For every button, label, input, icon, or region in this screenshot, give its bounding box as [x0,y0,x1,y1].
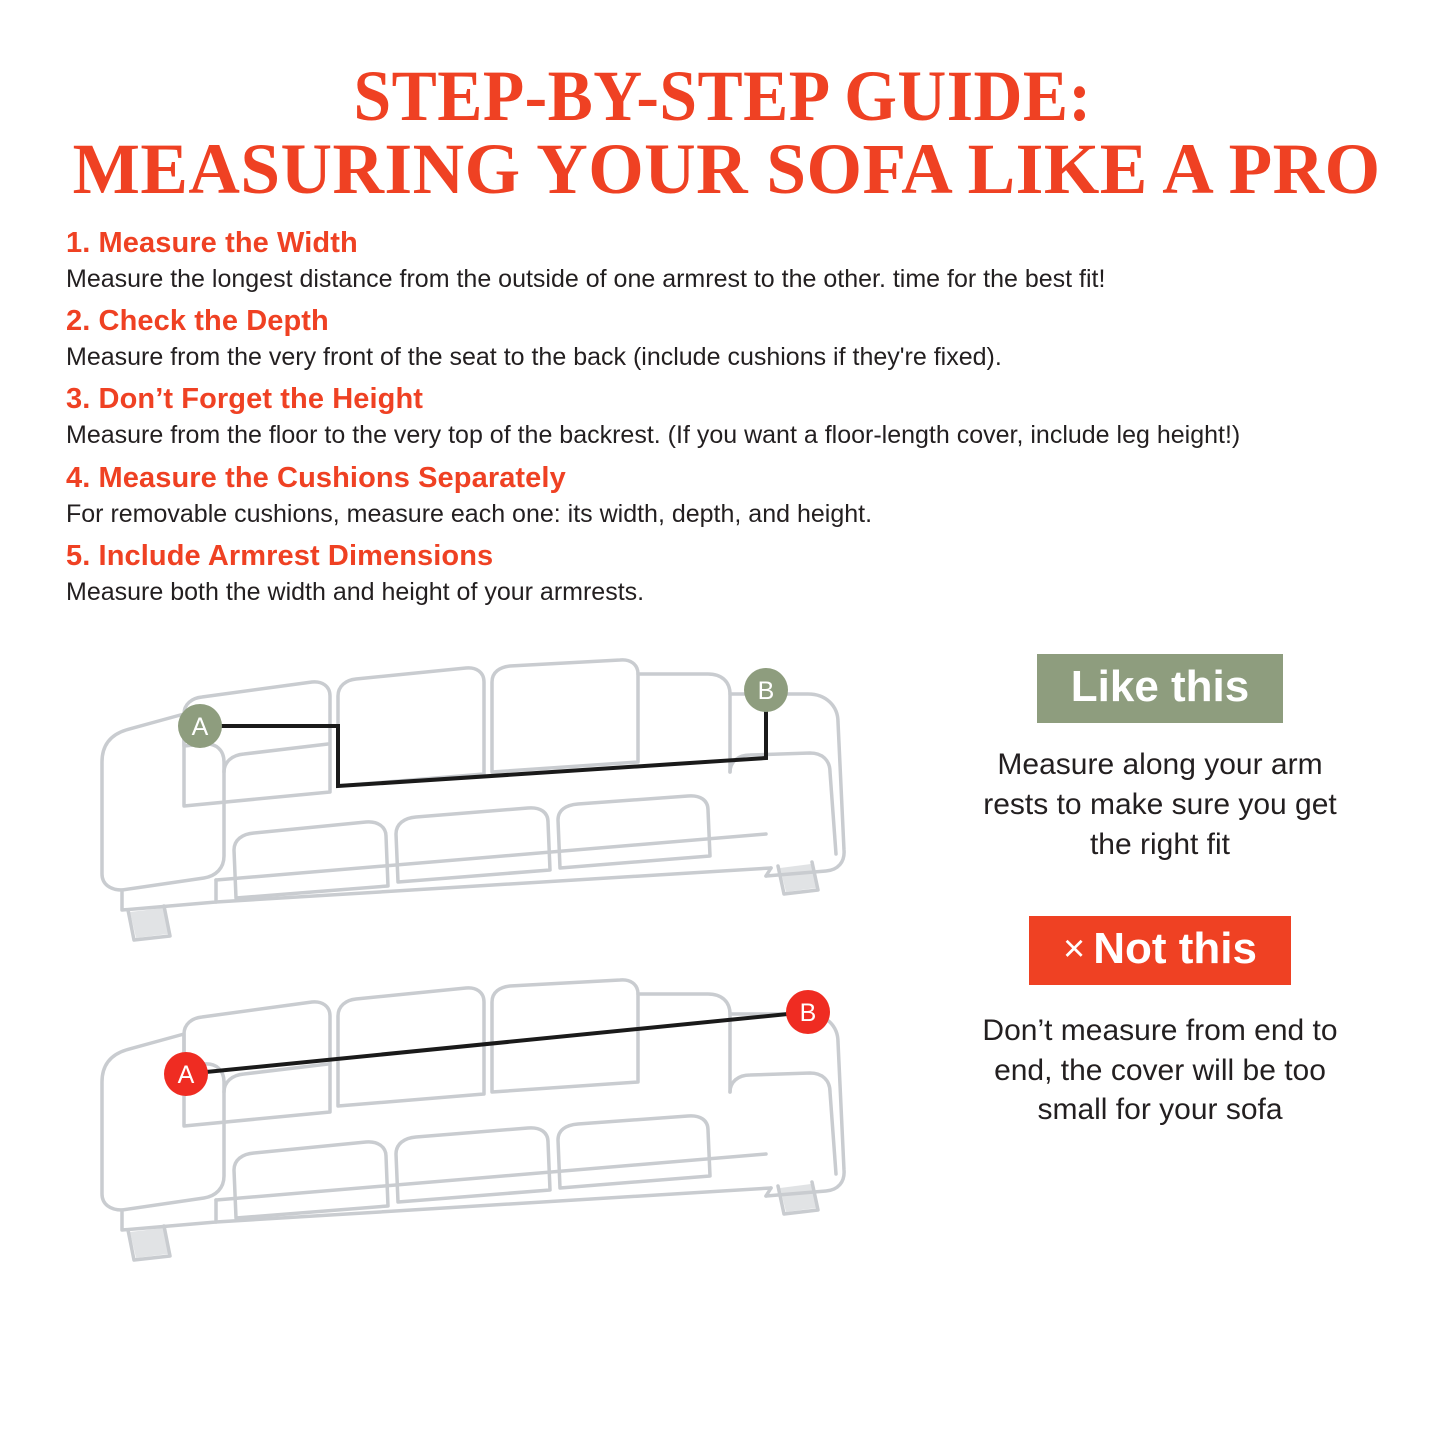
step-heading: 4. Measure the Cushions Separately [66,461,566,494]
marker-b-correct [744,668,788,712]
status-badge-not-this [1029,916,1291,985]
svg-text:A: A [191,713,209,742]
svg-text:B: B [757,677,775,706]
sofa-diagrams [66,622,921,1262]
step-heading: 5. Include Armrest Dimensions [66,539,494,572]
step-heading: 2. Check the Depth [66,305,329,338]
step-item [66,462,1379,530]
measure-line-incorrect [186,1012,808,1074]
step-heading: 3. Don’t Forget the Height [66,383,424,416]
sofa-diagram-correct [66,622,921,942]
note-text-incorrect: Don’t measure from end to end, the cover will be too small for your sofa [982,1014,1338,1127]
step-body: Measure both the width and height of your armrests. [66,577,645,606]
note-incorrect [941,916,1379,1130]
illustration-section [66,622,1379,1262]
step-item [66,305,1379,373]
step-body: Measure from the very front of the seat to the back (include cushions if they're fixed). [66,343,1002,372]
measure-line-correct [198,690,766,786]
note-text-correct: Measure along your arm rests to make sure you get the right fit [983,748,1337,861]
sofa-diagram-incorrect [66,942,921,1262]
note-correct [941,654,1379,864]
svg-text:A: A [177,1061,195,1090]
marker-a-correct [178,704,222,748]
step-body: Measure from the floor to the very top of the backrest. (If you want a floor-length cover, include leg height!) [66,421,1241,450]
page-title [66,56,1381,210]
steps-list [66,227,1379,608]
notes-column [921,622,1379,1262]
step-item [66,227,1379,295]
step-body: For removable cushions, measure each one: its width, depth, and height. [66,499,873,528]
step-heading: 1. Measure the Width [66,226,358,259]
step-item [66,383,1379,451]
marker-a-incorrect [164,1052,208,1096]
svg-text:B: B [799,999,817,1028]
step-item [66,540,1379,608]
close-icon: × [1063,928,1086,971]
sofa-illustration-incorrect [66,942,921,1262]
sofa-illustration-correct [66,622,921,942]
title-line-1: STEP-BY-STEP GUIDE: [353,56,1092,136]
status-badge-not-this-label: Not this [1093,924,1257,974]
step-body: Measure the longest distance from the outside of one armrest to the other. time for the best fit! [66,264,1106,293]
title-line-2: MEASURING YOUR SOFA LIKE A PRO [72,129,1381,210]
marker-b-incorrect [786,990,830,1034]
status-badge-like-this: Like this [1037,654,1284,723]
